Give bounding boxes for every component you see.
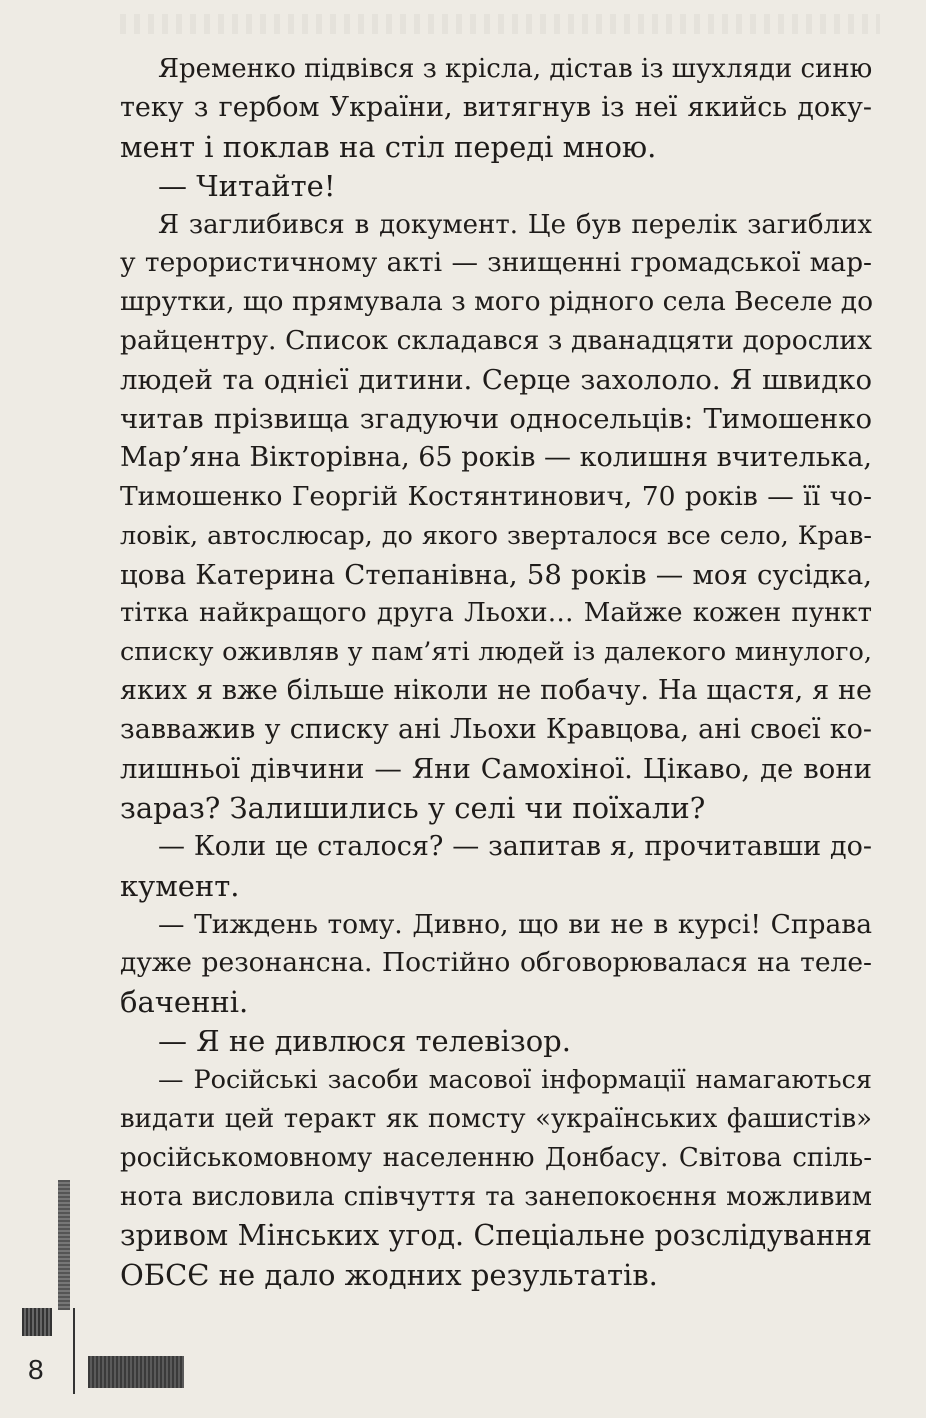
text-line: — Читайте! [158,168,336,203]
text-line: у терористичному акті — знищенні громадської мар- [120,247,872,279]
text-line: теку з гербом України, витягнув із неї якийсь доку- [120,91,872,123]
decorative-side-bar [58,1180,70,1310]
text-line: зривом Мінських угод. Спеціальне розслідування [120,1218,872,1252]
text-line: людей та однієї дитини. Серце захололо. Я швидко [120,364,872,397]
decorative-bottom-bar [88,1356,184,1388]
text-line: читав прізвища згадуючи односельців: Тимошенко [120,403,872,436]
text-line: лишньої дівчини — Яни Самохіної. Цікаво, де вони [120,753,872,786]
text-line: тітка найкращого друга Льохи… Майже кожен пункт [120,598,872,629]
text-line: ловік, автослюсар, до якого зверталося все село, Крав- [120,520,872,551]
text-line: дуже резонансна. Постійно обговорювалася на теле- [120,947,872,979]
decorative-rule [73,1308,75,1394]
text-line: — Тиждень тому. Дивно, що ви не в курсі! Справа [158,908,872,940]
body-text [120,50,872,1295]
text-line: зараз? Залишились у селі чи поїхали? [120,790,706,825]
page-number: 8 [28,1354,44,1385]
text-line: баченні. [120,985,249,1020]
bleed-through-text [120,14,880,34]
text-line: райцентру. Список складався з дванадцяти дорослих [120,325,872,357]
text-line: Мар’яна Вікторівна, 65 років — колишня вчителька, [120,441,872,473]
text-line: Я заглибився в документ. Це був перелік загиблих [158,209,872,240]
text-line: мент і поклав на стіл переді мною. [120,129,657,164]
text-line: нота висловила співчуття та занепокоєння можливим [120,1181,872,1212]
text-line: шрутки, що прямувала з мого рідного села Веселе до [120,286,874,318]
text-line: — Російські засоби масової інформації намагаються [158,1065,872,1096]
text-line: кумент. [120,868,240,903]
text-line: завважив у списку ані Льохи Кравцова, ані своєї ко- [120,714,872,746]
text-line: ОБСЄ не дало жодних результатів. [120,1257,658,1292]
text-line: видати цей теракт як помсту «українських фашистів» [120,1104,872,1135]
text-line: російськомовному населенню Донбасу. Світова спіль- [120,1142,872,1173]
text-line: — Коли це сталося? — запитав я, прочитавши до- [158,830,872,862]
text-line: Яременко підвівся з крісла, дістав із шухляди синю [158,54,873,84]
text-line: — Я не дивлюся телевізор. [158,1024,571,1059]
decorative-square [22,1308,52,1336]
text-line: цова Катерина Степанівна, 58 років — моя сусідка, [120,558,872,591]
text-line: списку оживляв у пам’яті людей із далекого минулого, [120,637,872,668]
text-line: Тимошенко Георгій Костянтинович, 70 років — її чо- [120,480,872,512]
text-line: яких я вже більше ніколи не побачу. На щастя, я не [120,675,872,707]
